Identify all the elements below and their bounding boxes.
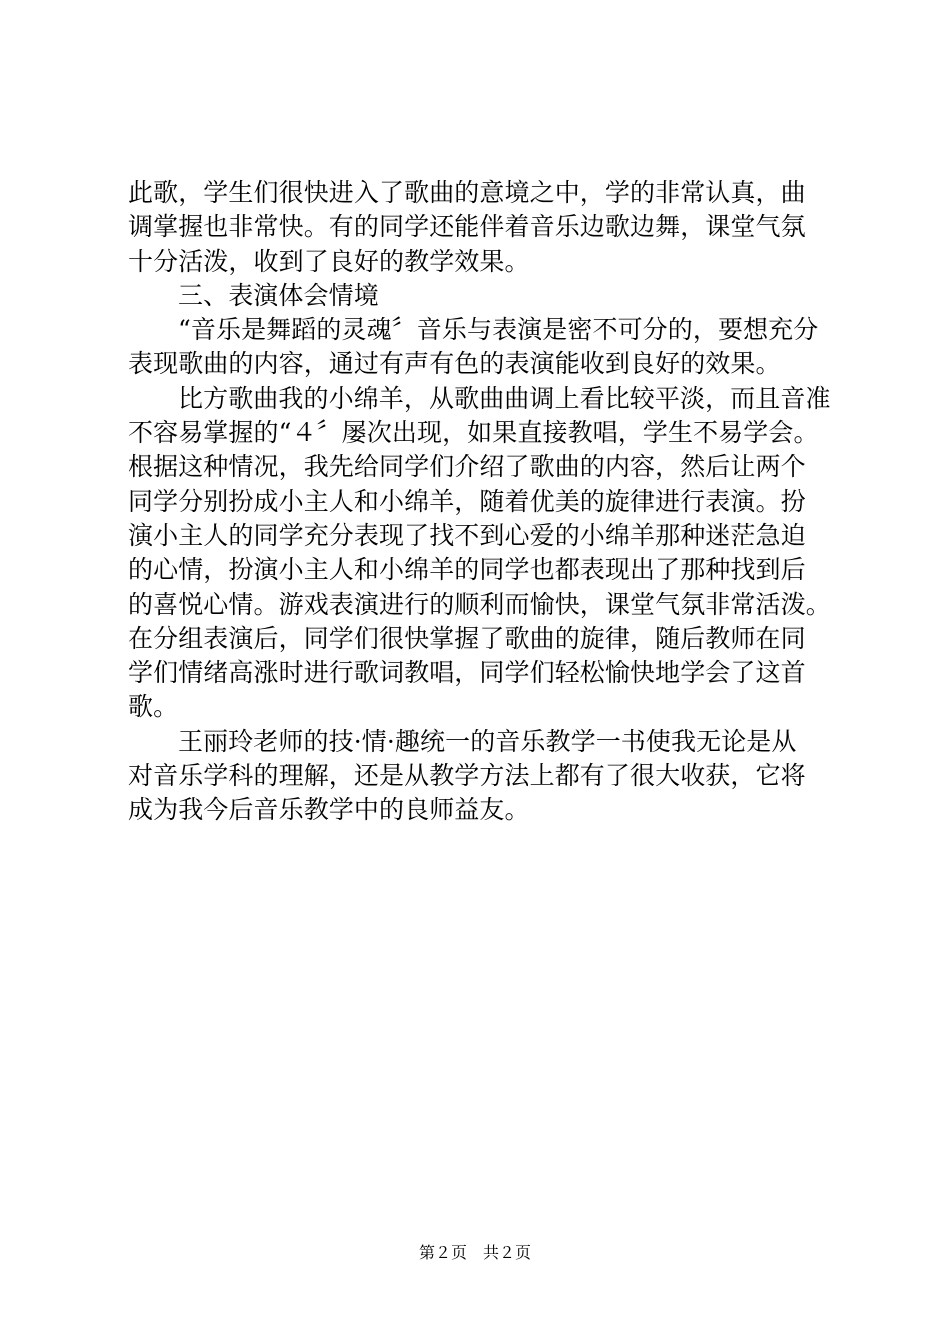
text-line: 比方歌曲我的小绵羊，从歌曲曲调上看比较平淡，而且音准 <box>178 383 831 413</box>
text-line: 的心情，扮演小主人和小绵羊的同学也都表现出了那种找到后 <box>128 555 806 585</box>
text-line: 成为我今后音乐教学中的良师益友。 <box>128 795 530 825</box>
text-line: 调掌握也非常快。有的同学还能伴着音乐边歌边舞，课堂气氛 <box>128 212 806 242</box>
text-line: 在分组表演后，同学们很快掌握了歌曲的旋律，随后教师在同 <box>128 623 806 653</box>
text-line: 学们情绪高涨时进行歌词教唱，同学们轻松愉快地学会了这首 <box>128 658 806 688</box>
document-body <box>128 176 831 828</box>
text-line: 不容易掌握的“４〞屡次出现，如果直接教唱，学生不易学会。 <box>128 418 819 448</box>
text-line: 三、表演体会情境 <box>178 280 379 310</box>
text-line: “音乐是舞蹈的灵魂〞音乐与表演是密不可分的，要想充分 <box>178 315 819 345</box>
text-line: 歌。 <box>128 692 179 722</box>
text-line: 十分活泼，收到了良好的教学效果。 <box>128 246 530 276</box>
text-line: 根据这种情况，我先给同学们介绍了歌曲的内容，然后让两个 <box>128 452 806 482</box>
text-line: 此歌，学生们很快进入了歌曲的意境之中，学的非常认真，曲 <box>128 178 806 207</box>
text-line: 同学分别扮成小主人和小绵羊，随着优美的旋律进行表演。扮 <box>128 486 806 516</box>
text-line: 演小主人的同学充分表现了找不到心爱的小绵羊那种迷茫急迫 <box>128 520 806 550</box>
page-footer: 第２页 共２页 <box>418 1243 531 1262</box>
text-line: 王丽玲老师的技·情·趣统一的音乐教学一书使我无论是从 <box>178 726 797 756</box>
text-line: 对音乐学科的理解，还是从教学方法上都有了很大收获，它将 <box>128 761 806 791</box>
text-line: 表现歌曲的内容，通过有声有色的表演能收到良好的效果。 <box>128 349 781 379</box>
text-line: 的喜悦心情。游戏表演进行的顺利而愉快，课堂气氛非常活泼。 <box>128 589 831 619</box>
